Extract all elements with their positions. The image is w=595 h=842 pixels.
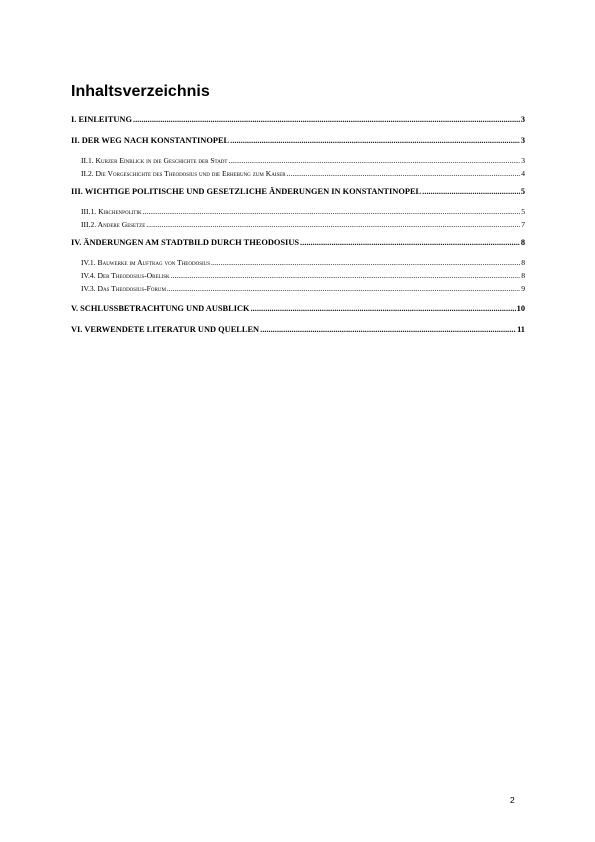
toc-entry-aenderungen-stadtbild[interactable]: [71, 237, 525, 249]
toc-entry-theodosius-obelisk[interactable]: [81, 270, 525, 282]
toc-leader: [146, 219, 520, 231]
toc-leader: [422, 186, 520, 198]
toc-leader: [167, 283, 520, 295]
toc-page-number: 8: [521, 258, 525, 267]
toc-page-number: 9: [521, 284, 525, 293]
toc-page-number: 8: [520, 238, 525, 247]
toc-entry-text: VI. VERWENDETE LITERATUR UND QUELLEN: [71, 325, 260, 334]
toc-leader: [260, 324, 516, 336]
toc-entry-text: III.1. Kirchenpolitik: [81, 207, 142, 216]
toc-entry-politische-aenderungen[interactable]: [71, 186, 525, 198]
toc-entry-vorgeschichte-theodosius[interactable]: [81, 168, 525, 180]
toc-page-number: 4: [521, 169, 525, 178]
toc-leader: [230, 135, 520, 147]
toc-entry-text: IV.4. Der Theodosius-Obelisk: [81, 271, 170, 280]
toc-page-number: 3: [521, 156, 525, 165]
toc-leader: [287, 168, 521, 180]
toc-entry-text: I. EINLEITUNG: [71, 115, 132, 124]
toc-page-number: 10: [516, 304, 525, 313]
page-title: Inhaltsverzeichnis: [71, 83, 210, 100]
toc-entry-text: IV. ÄNDERUNGEN AM STADTBILD DURCH THEODOSIUS: [71, 238, 300, 247]
toc-page-number: 8: [521, 271, 525, 280]
toc-entry-andere-gesetze[interactable]: [81, 219, 525, 231]
toc-entry-kirchenpolitik[interactable]: [81, 206, 525, 218]
toc-page-number: 7: [521, 220, 525, 229]
page-number: 2: [510, 795, 515, 805]
toc-entry-bauwerke[interactable]: [81, 257, 525, 269]
toc-entry-text: IV.3. Das Theodosius-Forum: [81, 284, 166, 293]
toc-entry-theodosius-forum[interactable]: [81, 283, 525, 295]
toc-entry-schlussbetrachtung[interactable]: [71, 303, 525, 315]
toc-leader: [171, 270, 521, 282]
toc-entry-weg-nach-konstantinopel[interactable]: [71, 135, 525, 147]
toc-entry-text: IV.1. Bauwerke im Auftrag von Theodosius: [81, 258, 211, 267]
toc-page-number: 3: [520, 115, 525, 124]
toc-page-number: 11: [517, 325, 525, 334]
toc-entry-text: V. SCHLUSSBETRACHTUNG UND AUSBLICK: [71, 304, 250, 313]
toc-entry-text: II. DER WEG NACH KONSTANTINOPEL: [71, 136, 230, 145]
toc-page-number: 5: [521, 207, 525, 216]
toc-entry-text: III.2. Andere Gesetze: [81, 220, 146, 229]
toc-page-number: 3: [520, 136, 525, 145]
toc-entry-text: II.1. Kurzer Einblick in die Geschichte der Stadt: [81, 156, 228, 165]
toc-leader: [300, 237, 520, 249]
toc-entry-geschichte-der-stadt[interactable]: [81, 155, 525, 167]
toc-leader: [251, 303, 516, 315]
toc-leader: [211, 257, 520, 269]
toc-entry-einleitung[interactable]: [71, 114, 525, 126]
toc-leader: [133, 114, 520, 126]
toc-leader: [143, 206, 521, 218]
toc-leader: [228, 155, 520, 167]
toc-page-number: 5: [520, 187, 525, 196]
toc-entry-literatur-und-quellen[interactable]: [71, 324, 525, 336]
toc-entry-text: II.2. Die Vorgeschichte des Theodosius und die Erhebung zum Kaiser: [81, 169, 286, 178]
toc-entry-text: III. WICHTIGE POLITISCHE UND GESETZLICHE ÄNDERUNGEN IN KONSTANTINOPEL: [71, 187, 422, 196]
